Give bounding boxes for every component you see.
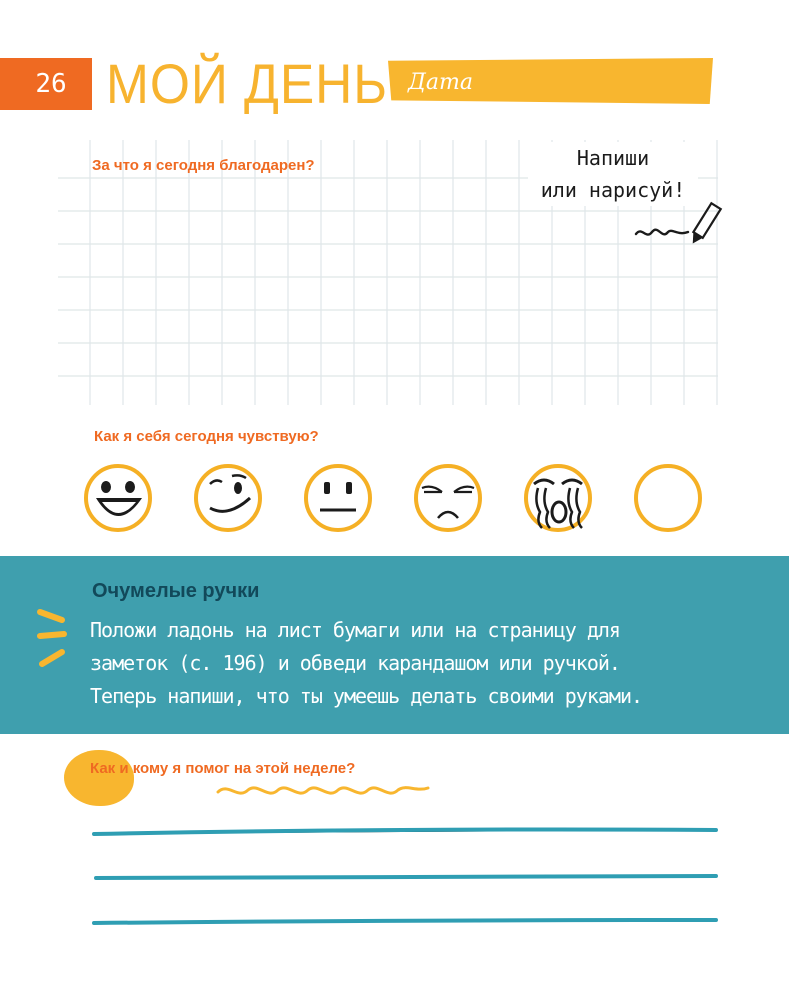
yellow-blob: [64, 750, 134, 806]
face-crying-icon[interactable]: [526, 466, 590, 530]
face-laughing-icon[interactable]: [86, 466, 150, 530]
pencil-icon: [632, 194, 728, 244]
note-line-1: Напиши: [528, 142, 698, 174]
face-blank-icon[interactable]: [636, 466, 700, 530]
page-number: 26: [35, 69, 67, 99]
page-title: МОЙ ДЕНЬ: [106, 52, 388, 115]
face-winking-icon[interactable]: [196, 466, 260, 530]
face-neutral-icon[interactable]: [306, 466, 370, 530]
gratitude-question: За что я сегодня благодарен?: [92, 157, 315, 174]
answer-lines[interactable]: [90, 820, 720, 932]
activity-line-1: Положи ладонь на лист бумаги или на страницу для: [90, 618, 620, 642]
activity-text: [90, 614, 750, 713]
note-line-2: или нарисуй!: [528, 174, 698, 206]
activity-line-3: Теперь напиши, что ты умеешь делать своими руками.: [90, 684, 643, 708]
help-question: Как и кому я помог на этой неделе?: [90, 760, 356, 777]
face-sad-icon[interactable]: [416, 466, 480, 530]
date-label: Дата: [408, 70, 473, 95]
feelings-faces: [84, 462, 724, 534]
feelings-question: Как я себя сегодня чувствую?: [94, 428, 319, 445]
activity-title: Очумелые ручки: [92, 580, 260, 602]
highlight-dashes-icon: [36, 606, 76, 676]
squiggle-underline: [216, 780, 430, 800]
activity-line-2: заметок (с. 196) и обведи карандашом или ручкой.: [90, 651, 620, 675]
